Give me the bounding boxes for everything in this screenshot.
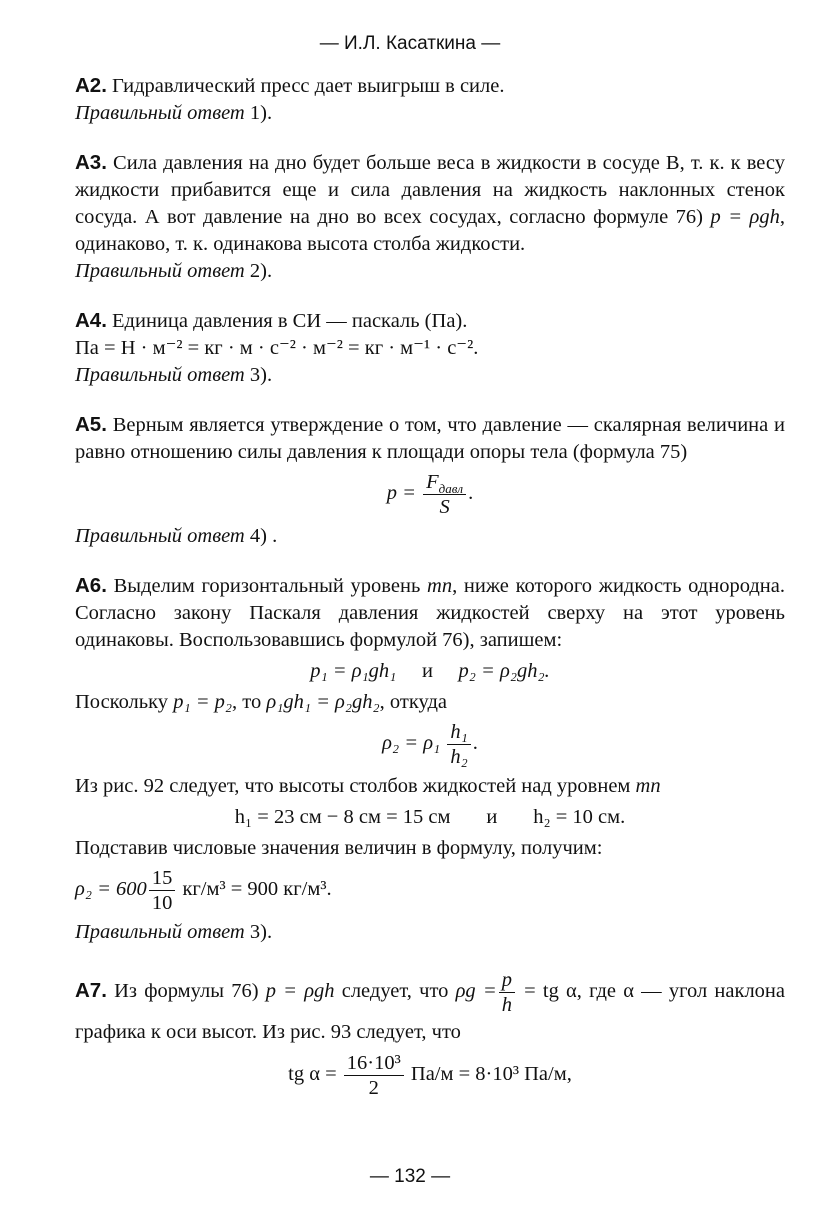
a6-h1-eq: h₁ = 23 см − 8 см = 15 см	[234, 806, 451, 828]
a5-answer	[75, 523, 785, 550]
a3-formula: p = ρgh	[710, 206, 780, 228]
a4-paragraph	[75, 307, 785, 335]
a6-eq1-right: p₂ = ρ₂gh₂.	[458, 660, 550, 682]
a5-fraction	[423, 470, 466, 519]
a6-equation-2: ρ₂ = ρ₁ $\frac{\text{h₁}}{\text{h₂}}$ .	[382, 721, 478, 768]
a6-eq1-and: и	[421, 660, 433, 682]
a7-eq-den: 2	[368, 1077, 379, 1099]
a5-eq-num-sub: давл	[438, 481, 464, 497]
a3-answer-value: 2).	[244, 260, 273, 282]
a6-result	[75, 866, 785, 915]
a2-answer-value: 1).	[244, 102, 273, 124]
a6-fig-text: Из рис. 92 следует, что высоты столбов жидкостей над уровнем	[75, 775, 636, 797]
a3-paragraph	[75, 149, 785, 258]
a7-f2-den: h	[501, 994, 512, 1016]
a6-answer	[75, 919, 785, 946]
a5-text: Верным является утверждение о том, что давление — скалярная величина и равно отношению силы давления к площади опоры тела (формула 75)	[75, 414, 785, 463]
a5-equation: p = $\frac{F_{давл}}{S}$ .	[386, 471, 474, 518]
a6-eq2-lhs: ρ₂ = ρ₁	[382, 732, 441, 755]
a6-text-1: Выделим горизонтальный уровень	[106, 575, 428, 597]
a6-res-lhs: ρ₂ = 600	[75, 878, 147, 901]
a7-eq-fraction	[344, 1051, 404, 1100]
a7-equation	[75, 1051, 785, 1100]
a7-eq-num: 16·10³	[344, 1051, 404, 1076]
a7-f2-rhs: = tg α	[516, 980, 577, 1003]
a7-f1: p = ρgh	[265, 980, 335, 1003]
a6-res-num: 15	[149, 866, 176, 891]
a6-subst-line: Подставив числовые значения величин в формулу, получим:	[75, 837, 603, 859]
a7-eq-rhs: Па/м = 8·10³ Па/м,	[405, 1063, 572, 1086]
a6-since-f1: p₁ = p₂	[173, 691, 233, 713]
a6-since-f2: ρ₁gh₁ = ρ₂gh₂	[266, 691, 380, 713]
a6-mn: mn	[427, 575, 453, 597]
a6-fig-mn: mn	[635, 775, 661, 797]
page-content	[75, 72, 785, 1104]
a7-text-1: Из формулы 76)	[106, 980, 266, 1003]
a3-label: А3.	[75, 151, 107, 174]
a2-answer	[75, 100, 785, 127]
page-number: — 132 —	[369, 1166, 451, 1187]
a5-paragraph	[75, 411, 785, 466]
a6-eq2-den: h₂	[450, 746, 468, 768]
a6-paragraph	[75, 572, 785, 654]
a6-eq2-num: h₁	[450, 721, 468, 743]
a6-label: А6.	[75, 574, 107, 597]
a7-f2-num: p	[501, 969, 512, 991]
a5-answer-value: 4) .	[244, 525, 278, 547]
a4-answer-label: Правильный ответ	[75, 364, 245, 386]
a6-text-2: , ниже которого жидкость однородна. Согласно закону Паскаля давления жидкостей сверху на этот уровень одинаковы. Воспользовавшись формулой 76), запишем:	[75, 575, 785, 651]
a6-heights	[75, 804, 785, 831]
a3-answer	[75, 258, 785, 285]
a2-text: Гидравлический пресс дает выигрыш в силе.	[106, 75, 505, 97]
a6-figure-line	[75, 773, 785, 800]
a7-text-3: , где α — угол наклона графика к оси высот. Из рис. 93 следует, что	[75, 980, 785, 1043]
a6-res-den: 10	[151, 892, 173, 914]
a2-paragraph	[75, 72, 785, 100]
a3-text-2: , одинаково, т. к. одинакова высота столба жидкости.	[75, 206, 785, 255]
a6-h2-eq: h₂ = 10 см.	[533, 806, 626, 828]
a7-eq-lhs: tg α =	[288, 1063, 337, 1086]
a6-h-and: и	[486, 806, 498, 828]
a3-text-1: Сила давления на дно будет больше веса в жидкости в сосуде В, т. к. к весу жидкости прибавится еще и сила давления на жидкость наклонных стенок сосуда. А вот давление на дно во всех сосудах, согласно формуле 76)	[75, 152, 785, 228]
page-header: — И.Л. Касаткина —	[319, 33, 501, 54]
a5-eq-den: S	[439, 496, 450, 518]
a6-since-line	[75, 689, 785, 716]
a7-f2-fraction	[499, 968, 515, 1017]
a7-label: А7.	[75, 979, 107, 1003]
a6-since-c: , откуда	[379, 691, 447, 713]
a6-since-a: Поскольку	[75, 691, 174, 713]
a4-answer-value: 3).	[244, 364, 273, 386]
a5-eq-lhs: p =	[386, 482, 417, 505]
a4-units-line: Па = Н · м⁻² = кг · м · с⁻² · м⁻² = кг · м⁻¹ · с⁻².	[75, 337, 479, 359]
a6-answer-value: 3).	[244, 921, 273, 943]
a7-text-2: следует, что	[334, 980, 456, 1003]
a6-res-rhs: кг/м³ = 900 кг/м³.	[177, 878, 332, 901]
a2-label: А2.	[75, 74, 107, 97]
a5-eq-num: F	[426, 471, 439, 493]
a4-label: А4.	[75, 309, 107, 332]
a4-text: Единица давления в СИ — паскаль (Па).	[106, 310, 468, 332]
a6-since-b: , то	[232, 691, 267, 713]
a7-paragraph	[75, 968, 785, 1047]
a5-label: А5.	[75, 413, 107, 436]
a2-answer-label: Правильный ответ	[75, 102, 245, 124]
a7-f2-lhs: ρg =	[455, 980, 497, 1003]
a5-answer-label: Правильный ответ	[75, 525, 245, 547]
a6-answer-label: Правильный ответ	[75, 921, 245, 943]
a6-equation-1	[75, 658, 785, 685]
a3-answer-label: Правильный ответ	[75, 260, 245, 282]
a6-eq2-fraction	[447, 720, 470, 769]
a6-eq1-left: p₁ = ρ₁gh₁	[310, 660, 397, 682]
a6-res-fraction	[149, 866, 176, 915]
a4-answer	[75, 362, 785, 389]
